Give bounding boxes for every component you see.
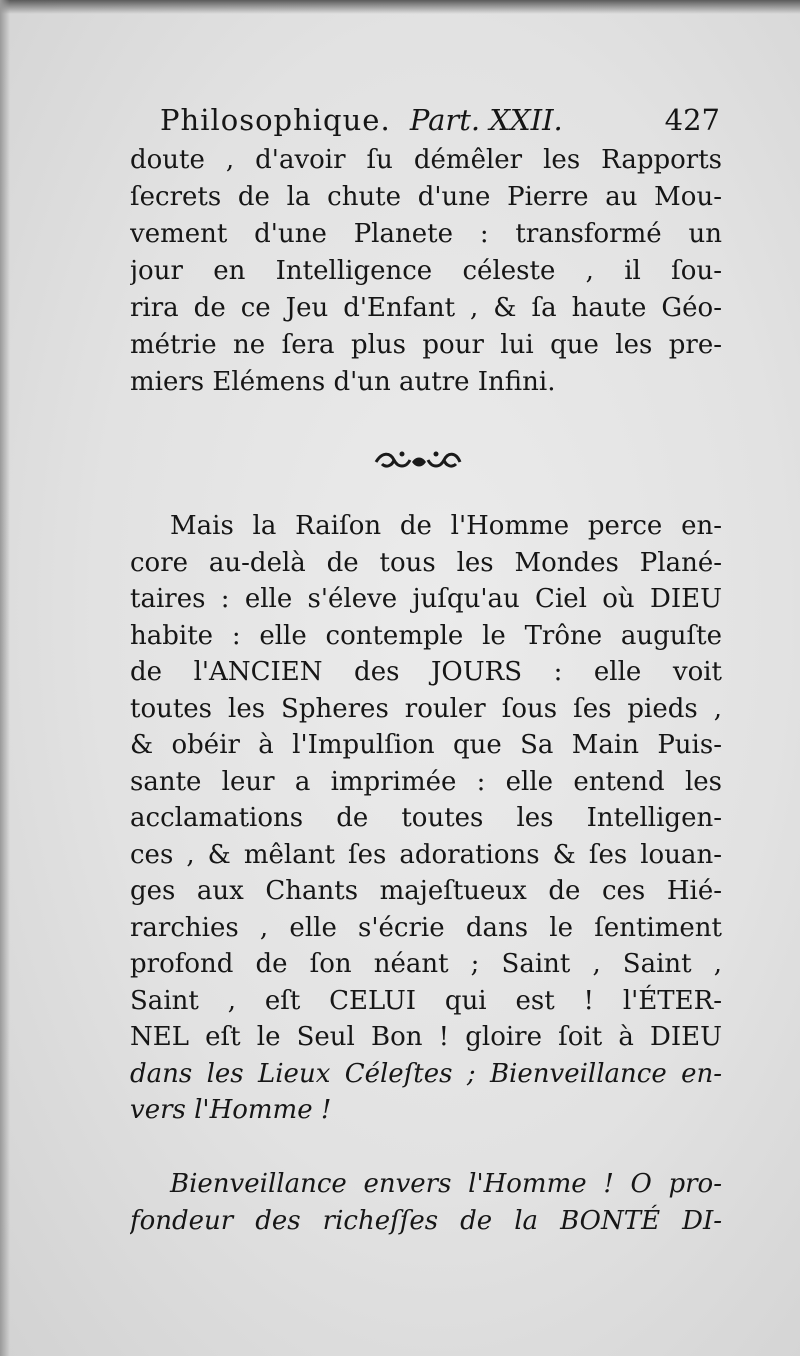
- text-line: rira de ce Jeu d'Enfant , & ſa haute Géo-: [130, 293, 722, 323]
- running-head-title: Philosophique.: [160, 103, 391, 137]
- page-number: 427: [664, 103, 720, 137]
- paragraph-1: [130, 142, 722, 401]
- page-top-shadow: [0, 0, 800, 14]
- text-line: vement d'une Planete : transformé un: [130, 219, 722, 249]
- text-line: doute , d'avoir ſu démêler les Rapports: [130, 145, 722, 175]
- text-line: core au-delà de tous les Mondes Plané-: [130, 547, 722, 578]
- text-line: rarchies , elle s'écrie dans le ſentiment: [130, 912, 722, 943]
- running-head: [160, 96, 720, 144]
- text-line: & obéir à l'Impulſion que Sa Main Puis-: [130, 730, 722, 760]
- paragraph-3: [130, 1166, 722, 1239]
- text-line: ces , & mêlant ſes adorations & ſes louan-: [130, 839, 722, 870]
- text-line: habite : elle contemple le Trône auguſte: [130, 620, 722, 651]
- text-line: ges aux Chants majeſtueux de ces Hié-: [130, 876, 722, 906]
- text-line: ſecrets de la chute d'une Pierre au Mou-: [130, 182, 722, 212]
- text-line: métrie ne ſera plus pour lui que les pre-: [130, 330, 722, 360]
- text-line: fondeur des richeſſes de la BONTÉ DI-: [130, 1205, 722, 1236]
- text-line: profond de ſon néant ; Saint , Saint ,: [130, 949, 722, 979]
- text-line: NEL eſt le Seul Bon ! gloire ſoit à DIEU: [130, 1022, 722, 1052]
- text-line: jour en Intelligence céleste , il ſou-: [130, 256, 722, 286]
- text-line: dans les Lieux Céleſtes ; Bienveillance en-: [130, 1058, 722, 1089]
- text-line: acclamations de toutes les Intelligen-: [130, 803, 722, 833]
- text-line: sante leur a imprimée : elle entend les: [130, 766, 722, 797]
- text-line: taires : elle s'éleve juſqu'au Ciel où DIEU: [130, 584, 722, 614]
- text-line: toutes les Spheres rouler ſous ſes pieds ,: [130, 693, 722, 724]
- text-line: miers Elémens d'un autre Infini.: [130, 367, 556, 397]
- running-head-part: Part. XXII.: [409, 103, 563, 137]
- text-line: vers l'Homme !: [130, 1095, 332, 1125]
- fleuron-ornament-icon: [372, 448, 464, 474]
- text-line: Mais la Raiſon de l'Homme perce en-: [170, 511, 722, 541]
- page-left-shadow: [0, 0, 10, 1356]
- text-line: de l'ANCIEN des JOURS : elle voit: [130, 657, 722, 687]
- paragraph-2: [130, 508, 722, 1129]
- text-line: Bienveillance envers l'Homme ! O pro-: [170, 1169, 722, 1199]
- text-line: Saint , eſt CELUI qui est ! l'ÉTER-: [130, 985, 722, 1016]
